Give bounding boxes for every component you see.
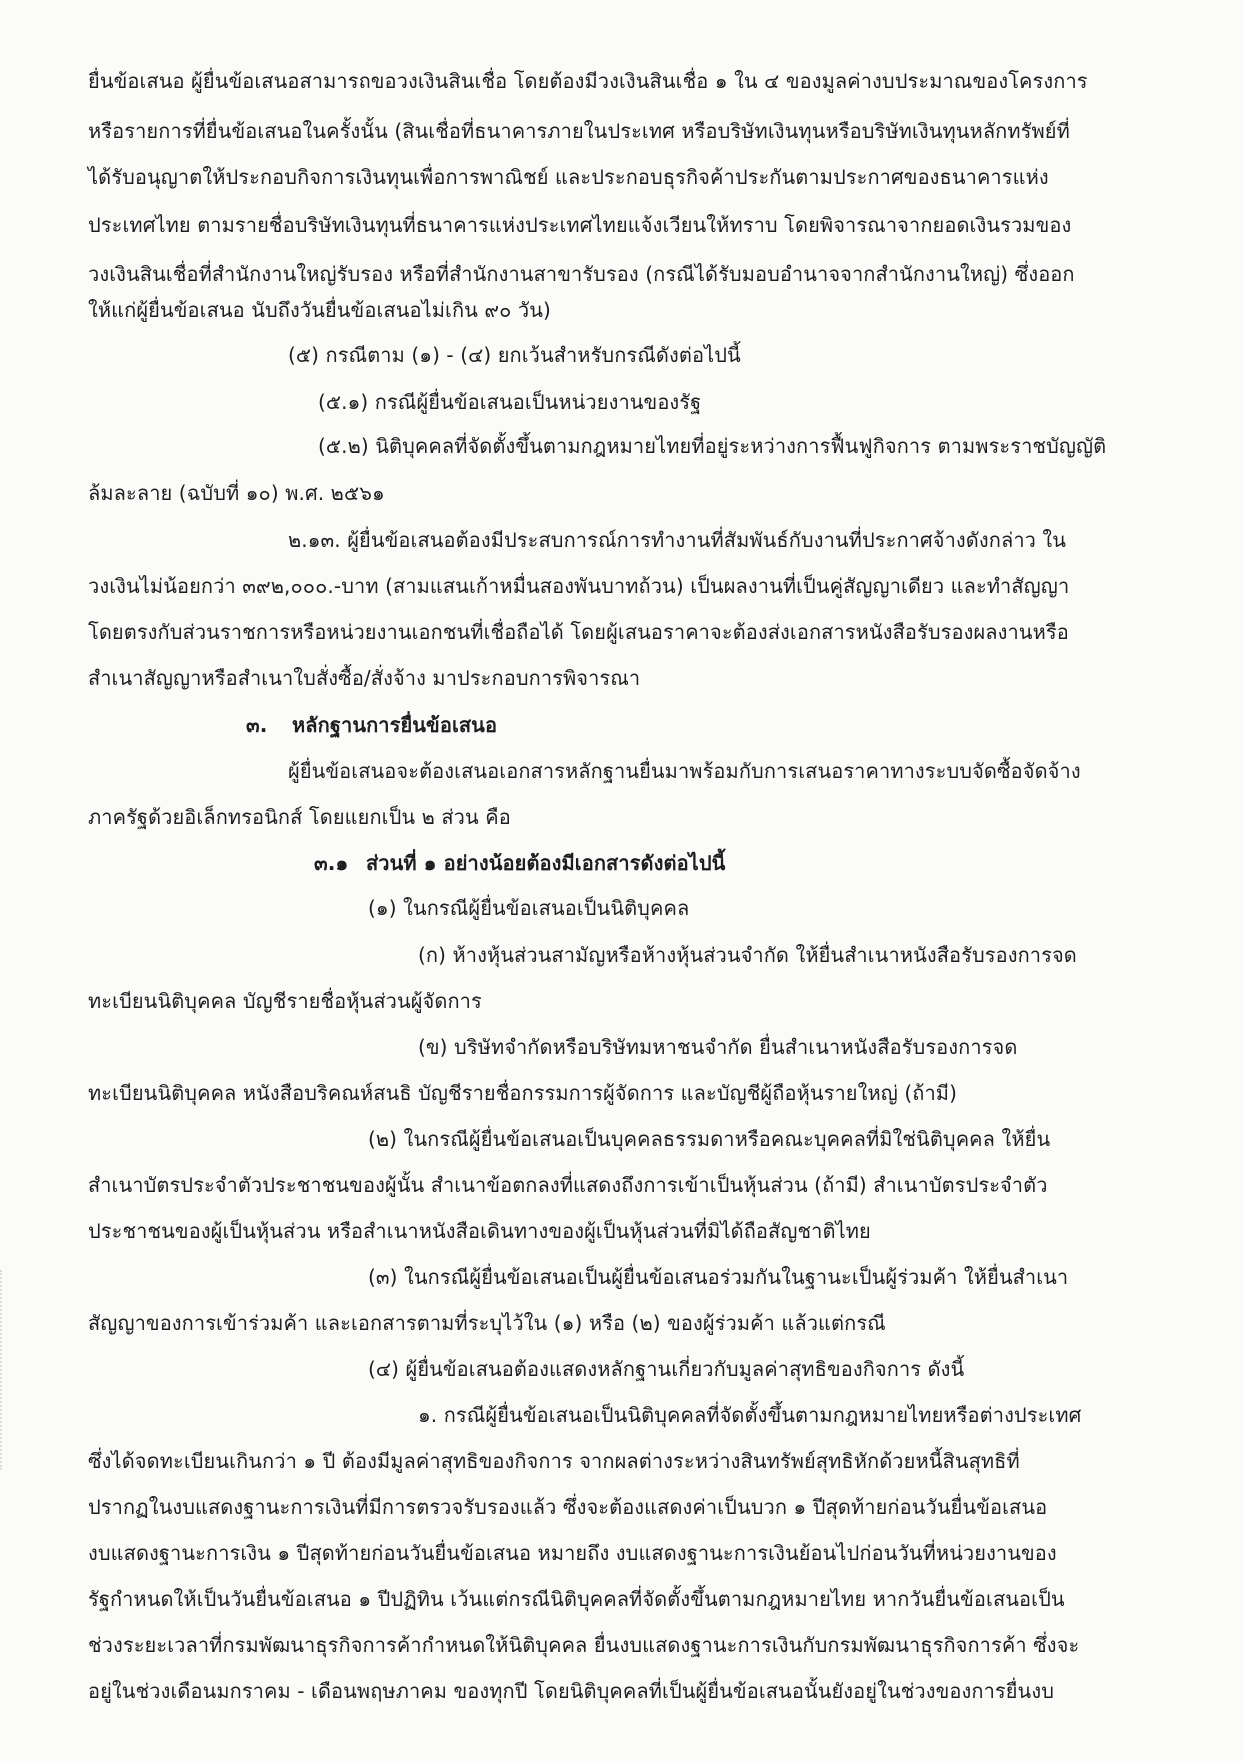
section-number: ๓. — [246, 713, 268, 737]
text-line: ผู้ยื่นข้อเสนอจะต้องเสนอเอกสารหลักฐานยื่นมาพร้อมกับการเสนอราคาทางระบบจัดซื้อจัดจ้าง — [288, 759, 1081, 783]
scan-edge-mark — [0, 1270, 18, 1470]
text-line: ทะเบียนนิติบุคคล หนังสือบริคณห์สนธิ บัญชีรายชื่อกรรมการผู้จัดการ และบัญชีผู้ถือหุ้นรายใหญ่ (ถ้ามี) — [88, 1081, 957, 1105]
text-line: วงเงินไม่น้อยกว่า ๓๙๒,๐๐๐.-บาท (สามแสนเก้าหมื่นสองพันบาทถ้วน) เป็นผลงานที่เป็นคู่สัญญาเดียว และทำสัญญา — [88, 574, 1070, 598]
text-line: ประเทศไทย ตามรายชื่อบริษัทเงินทุนที่ธนาคารแห่งประเทศไทยแจ้งเวียนให้ทราบ โดยพิจารณาจากยอดเงินรวมของ — [88, 213, 1072, 237]
text-line: หรือรายการที่ยื่นข้อเสนอในครั้งนั้น (สินเชื่อที่ธนาคารภายในประเทศ หรือบริษัทเงินทุนหรือบริษัทเงินทุนหลักทรัพย์ที่ — [88, 119, 1070, 143]
text-line: (ก) ห้างหุ้นส่วนสามัญหรือห้างหุ้นส่วนจำกัด ให้ยื่นสำเนาหนังสือรับรองการจด — [418, 943, 1077, 967]
subsection-heading: ส่วนที่ ๑ อย่างน้อยต้องมีเอกสารดังต่อไปนี้ — [366, 851, 726, 875]
text-line: สัญญาของการเข้าร่วมค้า และเอกสารตามที่ระบุไว้ใน (๑) หรือ (๒) ของผู้ร่วมค้า แล้วแต่กรณี — [88, 1311, 886, 1335]
text-line: งบแสดงฐานะการเงิน ๑ ปีสุดท้ายก่อนวันยื่นข้อเสนอ หมายถึง งบแสดงฐานะการเงินย้อนไปก่อนวันที่หน่วยงานของ — [88, 1541, 1057, 1565]
text-line: ๑. กรณีผู้ยื่นข้อเสนอเป็นนิติบุคคลที่จัดตั้งขึ้นตามกฎหมายไทยหรือต่างประเทศ — [418, 1403, 1082, 1427]
text-line: ประชาชนของผู้เป็นหุ้นส่วน หรือสำเนาหนังสือเดินทางของผู้เป็นหุ้นส่วนที่มิได้ถือสัญชาติไทย — [88, 1219, 871, 1243]
text-line: สำเนาสัญญาหรือสำเนาใบสั่งซื้อ/สั่งจ้าง มาประกอบการพิจารณา — [88, 666, 641, 690]
text-line: โดยตรงกับส่วนราชการหรือหน่วยงานเอกชนที่เชื่อถือได้ โดยผู้เสนอราคาจะต้องส่งเอกสารหนังสือรับรองผลงานหรือ — [88, 620, 1069, 644]
text-line: (๕.๒) นิติบุคคลที่จัดตั้งขึ้นตามกฎหมายไทยที่อยู่ระหว่างการฟื้นฟูกิจการ ตามพระราชบัญญัติ — [318, 434, 1107, 458]
text-line: สำเนาบัตรประจำตัวประชาชนของผู้นั้น สำเนาข้อตกลงที่แสดงถึงการเข้าเป็นหุ้นส่วน (ถ้ามี) สำเนาบัตรประจำตัว — [88, 1173, 1048, 1197]
text-line: (๔) ผู้ยื่นข้อเสนอต้องแสดงหลักฐานเกี่ยวกับมูลค่าสุทธิของกิจการ ดังนี้ — [368, 1357, 965, 1381]
text-line: วงเงินสินเชื่อที่สำนักงานใหญ่รับรอง หรือที่สำนักงานสาขารับรอง (กรณีได้รับมอบอำนาจจากสำนักงานใหญ่) ซึ่งออก — [88, 262, 1075, 286]
text-line: ซึ่งได้จดทะเบียนเกินกว่า ๑ ปี ต้องมีมูลค่าสุทธิของกิจการ จากผลต่างระหว่างสินทรัพย์สุทธิหักด้วยหนี้สินสุทธิที่ — [88, 1449, 1020, 1473]
text-line: ภาครัฐด้วยอิเล็กทรอนิกส์ โดยแยกเป็น ๒ ส่วน คือ — [88, 805, 511, 829]
text-line: (๕.๑) กรณีผู้ยื่นข้อเสนอเป็นหน่วยงานของรัฐ — [318, 390, 702, 414]
text-line: ล้มละลาย (ฉบับที่ ๑๐) พ.ศ. ๒๕๖๑ — [88, 481, 385, 505]
text-line: ๒.๑๓. ผู้ยื่นข้อเสนอต้องมีประสบการณ์การทำงานที่สัมพันธ์กับงานที่ประกาศจ้างดังกล่าว ใน — [288, 528, 1067, 552]
text-line: (๒) ในกรณีผู้ยื่นข้อเสนอเป็นบุคคลธรรมดาหรือคณะบุคคลที่มิใช่นิติบุคคล ให้ยื่น — [368, 1127, 1051, 1151]
text-line: ปรากฏในงบแสดงฐานะการเงินที่มีการตรวจรับรองแล้ว ซึ่งจะต้องแสดงค่าเป็นบวก ๑ ปีสุดท้ายก่อนวันยื่นข้อเสนอ — [88, 1495, 1048, 1519]
text-line: ได้รับอนุญาตให้ประกอบกิจการเงินทุนเพื่อการพาณิชย์ และประกอบธุรกิจค้าประกันตามประกาศของธนาคารแห่ง — [88, 165, 1049, 189]
text-line: (๓) ในกรณีผู้ยื่นข้อเสนอเป็นผู้ยื่นข้อเสนอร่วมกันในฐานะเป็นผู้ร่วมค้า ให้ยื่นสำเนา — [368, 1265, 1069, 1289]
text-line: (๕) กรณีตาม (๑) - (๔) ยกเว้นสำหรับกรณีดังต่อไปนี้ — [288, 343, 741, 367]
text-line: (๑) ในกรณีผู้ยื่นข้อเสนอเป็นนิติบุคคล — [368, 896, 690, 920]
text-line: รัฐกำหนดให้เป็นวันยื่นข้อเสนอ ๑ ปีปฏิทิน เว้นแต่กรณีนิติบุคคลที่จัดตั้งขึ้นตามกฎหมายไทย หากวันยื่นข้อเสนอเป็น — [88, 1587, 1065, 1611]
text-line: ยื่นข้อเสนอ ผู้ยื่นข้อเสนอสามารถขอวงเงินสินเชื่อ โดยต้องมีวงเงินสินเชื่อ ๑ ใน ๔ ของมูลค่างบประมาณของโครงการ — [88, 69, 1088, 93]
text-line: ให้แก่ผู้ยื่นข้อเสนอ นับถึงวันยื่นข้อเสนอไม่เกิน ๙๐ วัน) — [88, 298, 551, 322]
text-line: (ข) บริษัทจำกัดหรือบริษัทมหาชนจำกัด ยื่นสำเนาหนังสือรับรองการจด — [418, 1035, 1018, 1059]
text-line: ช่วงระยะเวลาที่กรมพัฒนาธุรกิจการค้ากำหนดให้นิติบุคคล ยื่นงบแสดงฐานะการเงินกับกรมพัฒนาธุรกิจการค้า ซึ่งจะ — [88, 1633, 1080, 1657]
section-heading: หลักฐานการยื่นข้อเสนอ — [292, 713, 498, 737]
text-line: ทะเบียนนิติบุคคล บัญชีรายชื่อหุ้นส่วนผู้จัดการ — [88, 989, 482, 1013]
text-line: อยู่ในช่วงเดือนมกราคม - เดือนพฤษภาคม ของทุกปี โดยนิติบุคคลที่เป็นผู้ยื่นข้อเสนอนั้นยังอยู่ในช่วงของการยื่นงบ — [88, 1679, 1054, 1703]
subsection-number: ๓.๑ — [314, 851, 349, 875]
